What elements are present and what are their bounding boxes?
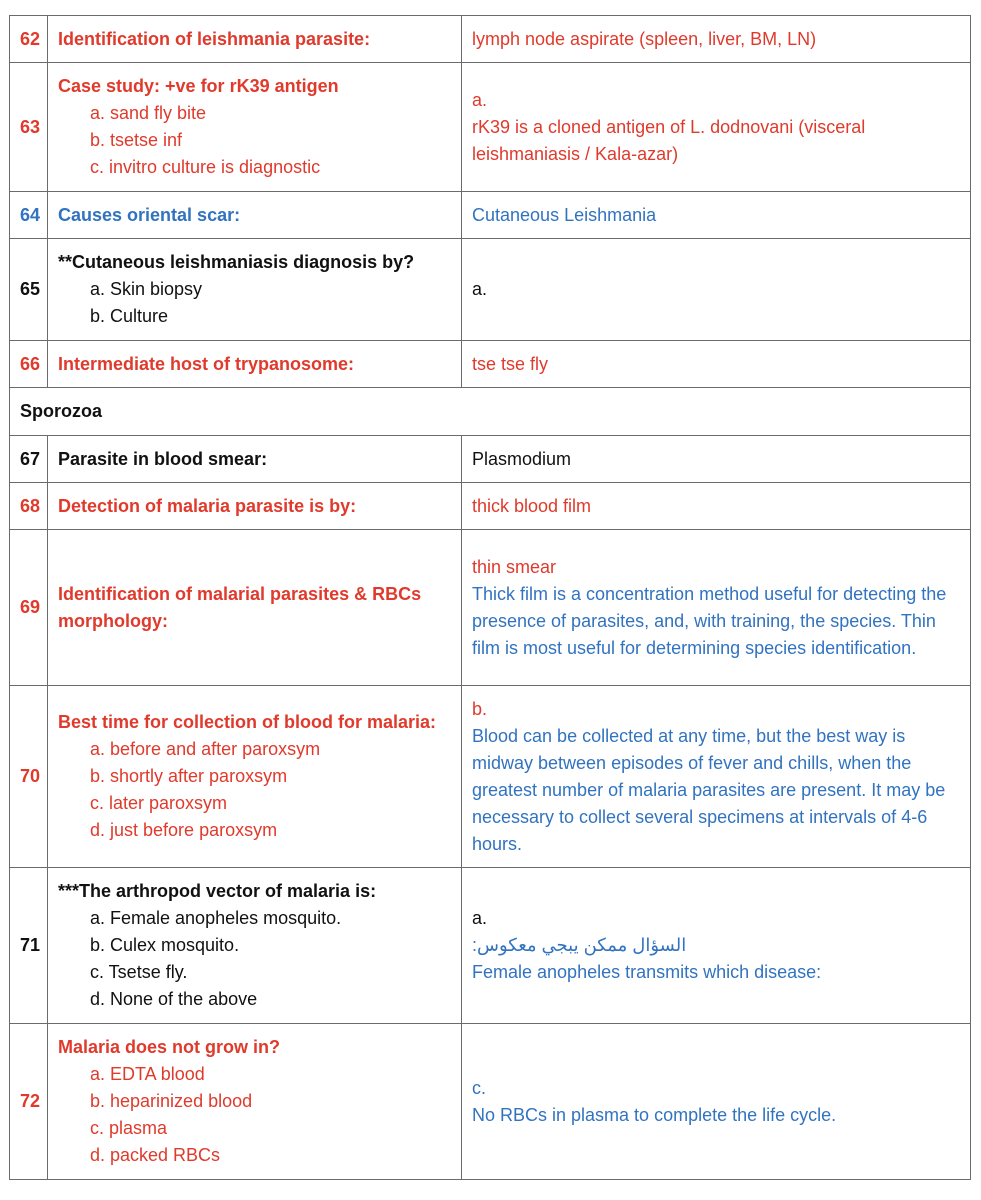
- option: a. Skin biopsy: [90, 279, 203, 299]
- answer-cell: [462, 686, 971, 868]
- answer-cell: [462, 63, 971, 192]
- question-number: 70: [10, 686, 48, 868]
- question-text: Identification of leishmania parasite:: [58, 28, 371, 49]
- answer-cell: [462, 530, 971, 686]
- question-text: Intermediate host of trypanosome:: [58, 353, 355, 374]
- question-text: Identification of malarial parasites & RBCs morphology:: [58, 583, 422, 631]
- answer-note: Thick film is a concentration method useful for detecting the presence of parasites, and, with training, the species. Thin film is most useful for determining species identification.: [472, 583, 947, 658]
- answer-text: thin smear: [472, 556, 557, 577]
- question-text: Causes oriental scar:: [58, 204, 241, 225]
- answer-text: a.: [472, 908, 488, 928]
- answer-text: lymph node aspirate (spleen, liver, BM, LN): [472, 28, 817, 49]
- question-text: Malaria does not grow in?: [58, 1037, 281, 1057]
- question-text: Best time for collection of blood for malaria:: [58, 712, 437, 732]
- question-text: ***The arthropod vector of malaria is:: [58, 881, 377, 901]
- table-row: [10, 483, 971, 530]
- answer-note: Blood can be collected at any time, but the best way is midway between episodes of fever and chills, when the greatest number of malaria parasites are present. It may be necessary to collect several specimens at intervals of 4-6 hours.: [472, 725, 946, 854]
- question-cell: [48, 436, 462, 483]
- question-number: 64: [10, 192, 48, 239]
- question-cell: [48, 686, 462, 868]
- option: b. tsetse inf: [90, 130, 183, 150]
- option: a. before and after paroxsym: [90, 739, 321, 759]
- answer-note: No RBCs in plasma to complete the life cycle.: [472, 1104, 837, 1125]
- option: b. Culture: [90, 306, 169, 326]
- answer-text: Plasmodium: [472, 448, 572, 469]
- question-text: Parasite in blood smear:: [58, 448, 268, 469]
- question-cell: [48, 63, 462, 192]
- option: b. heparinized blood: [90, 1091, 253, 1111]
- option: a. sand fly bite: [90, 103, 207, 123]
- question-cell: [48, 16, 462, 63]
- option: c. invitro culture is diagnostic: [90, 157, 321, 177]
- section-title: Sporozoa: [10, 388, 971, 436]
- table-row: [10, 16, 971, 63]
- question-number: 65: [10, 239, 48, 341]
- option: c. plasma: [90, 1118, 168, 1138]
- answer-arabic-note: السؤال ممكن يبجي معكوس:: [472, 935, 687, 955]
- option: b. Culex mosquito.: [90, 935, 240, 955]
- table-row: [10, 1024, 971, 1180]
- answer-cell: [462, 239, 971, 341]
- question-cell: [48, 192, 462, 239]
- table-row: [10, 63, 971, 192]
- option: c. Tsetse fly.: [90, 962, 188, 982]
- table-row: [10, 341, 971, 388]
- qa-table: [9, 15, 971, 1180]
- question-cell: [48, 239, 462, 341]
- answer-note: Female anopheles transmits which disease:: [472, 962, 822, 982]
- question-cell: [48, 530, 462, 686]
- option: d. packed RBCs: [90, 1145, 221, 1165]
- question-cell: [48, 868, 462, 1024]
- table-row: [10, 239, 971, 341]
- table-row: [10, 436, 971, 483]
- question-text: Detection of malaria parasite is by:: [58, 495, 357, 516]
- question-number: 72: [10, 1024, 48, 1180]
- answer-cell: [462, 1024, 971, 1180]
- answer-cell: [462, 868, 971, 1024]
- table-row: [10, 530, 971, 686]
- question-number: 63: [10, 63, 48, 192]
- answer-text: Cutaneous Leishmania: [472, 204, 657, 225]
- option: a. EDTA blood: [90, 1064, 205, 1084]
- option: d. None of the above: [90, 989, 258, 1009]
- answer-cell: [462, 341, 971, 388]
- question-number: 68: [10, 483, 48, 530]
- table-row: [10, 192, 971, 239]
- answer-cell: [462, 436, 971, 483]
- table-row: [10, 868, 971, 1024]
- answer-cell: [462, 483, 971, 530]
- question-text: **Cutaneous leishmaniasis diagnosis by?: [58, 252, 415, 272]
- answer-cell: [462, 16, 971, 63]
- option: c. later paroxsym: [90, 793, 228, 813]
- question-cell: [48, 483, 462, 530]
- answer-text: a.: [472, 279, 488, 299]
- option: d. just before paroxsym: [90, 820, 278, 840]
- option: b. shortly after paroxsym: [90, 766, 288, 786]
- question-number: 69: [10, 530, 48, 686]
- section-row: [10, 388, 971, 436]
- answer-text: thick blood film: [472, 495, 592, 516]
- answer-text: c.: [472, 1077, 487, 1098]
- question-cell: [48, 341, 462, 388]
- option: a. Female anopheles mosquito.: [90, 908, 342, 928]
- question-cell: [48, 1024, 462, 1180]
- answer-text: b.: [472, 698, 488, 719]
- question-number: 71: [10, 868, 48, 1024]
- answer-text: tse tse fly: [472, 353, 549, 374]
- question-number: 62: [10, 16, 48, 63]
- answer-text: a.: [472, 89, 488, 110]
- question-number: 66: [10, 341, 48, 388]
- answer-cell: [462, 192, 971, 239]
- table-row: [10, 686, 971, 868]
- answer-note: rK39 is a cloned antigen of L. dodnovani (visceral leishmaniasis / Kala-azar): [472, 116, 866, 164]
- question-text: Case study: +ve for rK39 antigen: [58, 76, 339, 96]
- question-number: 67: [10, 436, 48, 483]
